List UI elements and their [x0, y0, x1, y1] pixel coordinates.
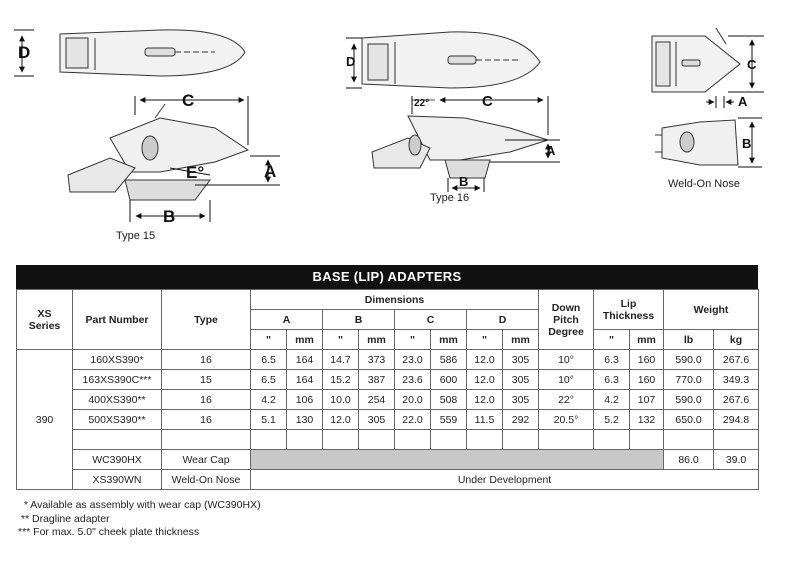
cell-d-in: 12.0 [467, 350, 503, 370]
cell-c-mm: 508 [431, 390, 467, 410]
cell-lb: 590.0 [664, 390, 714, 410]
cell-type: 15 [162, 370, 251, 390]
cell-lb: 590.0 [664, 350, 714, 370]
table-row-wearcap [17, 450, 759, 470]
header-part-number: Part Number [73, 290, 162, 350]
type16-caption: Type 16 [430, 192, 470, 204]
type15-label-d: D [18, 43, 31, 62]
cell-part: WC390HX [73, 450, 162, 470]
cell-part: 500XS390** [73, 410, 162, 430]
shaded-na-cell [251, 450, 664, 470]
cell-kg: 294.8 [714, 410, 759, 430]
weldon-label-c: C [747, 57, 757, 72]
unit-mm: mm [431, 330, 467, 350]
cell-lip-mm: 160 [630, 370, 664, 390]
cell-kg: 267.6 [714, 390, 759, 410]
weldon-top-view [652, 28, 740, 92]
table-row-empty [17, 430, 759, 450]
cell-kg: 39.0 [714, 450, 759, 470]
cell-type: 16 [162, 350, 251, 370]
cell-part: 400XS390** [73, 390, 162, 410]
unit-inch: " [251, 330, 287, 350]
unit-inch: " [395, 330, 431, 350]
header-dim-b: B [323, 310, 395, 330]
cell-d-in: 11.5 [467, 410, 503, 430]
table-row [17, 350, 759, 370]
unit-mm: mm [630, 330, 664, 350]
type15-label-c: C [182, 91, 195, 110]
cell-b-in: 10.0 [323, 390, 359, 410]
cell-a-in: 6.5 [251, 370, 287, 390]
unit-lb: lb [664, 330, 714, 350]
type16-label-b: B [459, 174, 469, 189]
type15-side-view [68, 104, 248, 200]
unit-mm: mm [503, 330, 539, 350]
cell-b-mm: 387 [359, 370, 395, 390]
cell-a-in: 6.5 [251, 350, 287, 370]
cell-d-in: 12.0 [467, 390, 503, 410]
unit-inch: " [594, 330, 630, 350]
footnotes [18, 499, 261, 540]
unit-mm: mm [359, 330, 395, 350]
cell-pitch: 22° [539, 390, 594, 410]
header-down-pitch: Down Pitch Degree [539, 290, 594, 350]
weldon-label-a: A [738, 94, 748, 109]
type16-top-view [362, 32, 540, 88]
cell-type: 16 [162, 410, 251, 430]
cell-part: 163XS390C*** [73, 370, 162, 390]
weldon-caption: Weld-On Nose [668, 178, 740, 190]
cell-kg: 349.3 [714, 370, 759, 390]
cell-c-in: 22.0 [395, 410, 431, 430]
cell-d-in: 12.0 [467, 370, 503, 390]
cell-lb: 770.0 [664, 370, 714, 390]
table-row [17, 410, 759, 430]
cell-a-mm: 106 [287, 390, 323, 410]
table-title: BASE (LIP) ADAPTERS [16, 265, 758, 289]
header-type: Type [162, 290, 251, 350]
technical-drawings [0, 0, 800, 262]
table-row [17, 390, 759, 410]
type16-label-d: D [346, 54, 356, 69]
cell-lip-in: 5.2 [594, 410, 630, 430]
cell-a-in: 5.1 [251, 410, 287, 430]
weldon-side-view [655, 120, 738, 165]
footnote: * Available as assembly with wear cap (WC390HX) [18, 499, 261, 511]
cell-b-mm: 373 [359, 350, 395, 370]
cell-type: Wear Cap [162, 450, 251, 470]
cell-lb: 86.0 [664, 450, 714, 470]
table-row [17, 370, 759, 390]
cell-status: Under Development [251, 470, 759, 490]
weldon-label-b: B [742, 136, 752, 151]
cell-c-mm: 586 [431, 350, 467, 370]
cell-a-mm: 164 [287, 370, 323, 390]
cell-c-mm: 559 [431, 410, 467, 430]
cell-b-in: 15.2 [323, 370, 359, 390]
header-dim-d: D [467, 310, 539, 330]
type15-label-e: E° [186, 163, 205, 182]
cell-lip-mm: 160 [630, 350, 664, 370]
base-lip-adapters-table [16, 265, 758, 490]
cell-lip-in: 6.3 [594, 370, 630, 390]
cell-part: 160XS390* [73, 350, 162, 370]
table-row-weldon [17, 470, 759, 490]
footnote: ** Dragline adapter [18, 512, 110, 525]
cell-lip-in: 6.3 [594, 350, 630, 370]
cell-lip-mm: 132 [630, 410, 664, 430]
cell-b-mm: 305 [359, 410, 395, 430]
cell-d-mm: 305 [503, 370, 539, 390]
cell-lb: 650.0 [664, 410, 714, 430]
header-lip-thickness: Lip Thickness [594, 290, 664, 330]
unit-kg: kg [714, 330, 759, 350]
cell-d-mm: 305 [503, 390, 539, 410]
cell-pitch: 10° [539, 350, 594, 370]
footnote: *** For max. 5.0" cheek plate thickness [18, 526, 200, 538]
cell-a-in: 4.2 [251, 390, 287, 410]
header-dim-a: A [251, 310, 323, 330]
cell-d-mm: 292 [503, 410, 539, 430]
cell-pitch: 10° [539, 370, 594, 390]
unit-inch: " [323, 330, 359, 350]
cell-a-mm: 130 [287, 410, 323, 430]
header-series: XS Series [17, 290, 73, 350]
type16-side-view [372, 116, 548, 178]
cell-b-mm: 254 [359, 390, 395, 410]
type16-label-a: A [546, 143, 556, 158]
cell-c-in: 23.6 [395, 370, 431, 390]
cell-kg: 267.6 [714, 350, 759, 370]
cell-d-mm: 305 [503, 350, 539, 370]
cell-part: XS390WN [73, 470, 162, 490]
type16-label-c: C [482, 93, 493, 110]
type15-top-view [60, 30, 245, 76]
unit-inch: " [467, 330, 503, 350]
cell-c-in: 20.0 [395, 390, 431, 410]
cell-type: Weld-On Nose [162, 470, 251, 490]
type15-label-b: B [163, 207, 176, 226]
header-dim-c: C [395, 310, 467, 330]
series-cell: 390 [17, 350, 73, 490]
cell-lip-in: 4.2 [594, 390, 630, 410]
header-dimensions: Dimensions [251, 290, 539, 310]
cell-c-mm: 600 [431, 370, 467, 390]
type15-caption: Type 15 [116, 230, 156, 242]
type15-label-a: A [264, 162, 277, 181]
cell-b-in: 14.7 [323, 350, 359, 370]
cell-pitch: 20.5° [539, 410, 594, 430]
unit-mm: mm [287, 330, 323, 350]
cell-lip-mm: 107 [630, 390, 664, 410]
cell-a-mm: 164 [287, 350, 323, 370]
cell-type: 16 [162, 390, 251, 410]
header-weight: Weight [664, 290, 759, 330]
cell-b-in: 12.0 [323, 410, 359, 430]
type16-label-angle: 22° [414, 98, 430, 109]
cell-c-in: 23.0 [395, 350, 431, 370]
